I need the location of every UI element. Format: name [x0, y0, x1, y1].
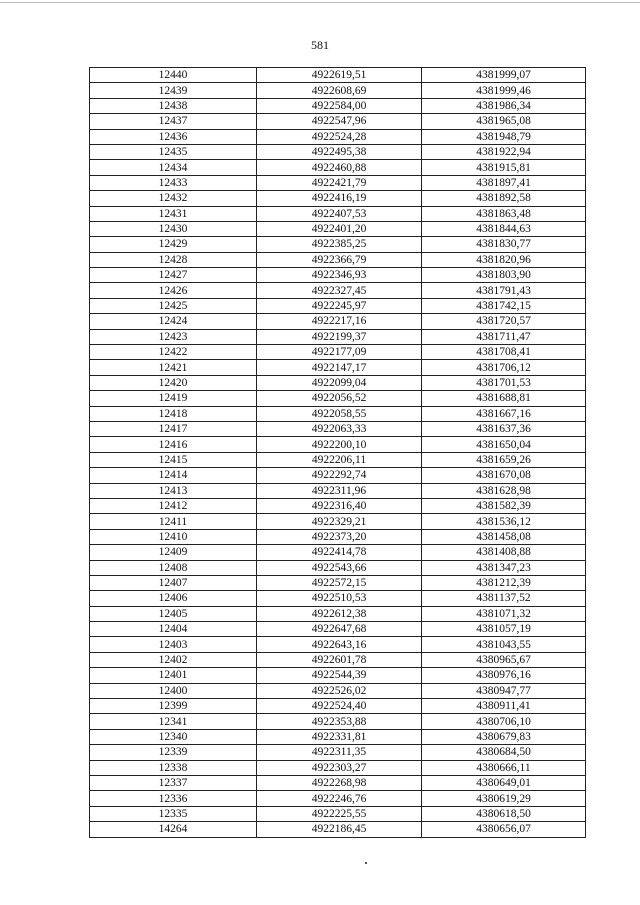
point-number-cell: 12412 [90, 498, 257, 513]
table-row [90, 206, 586, 221]
x-coordinate-cell: 4922524,40 [257, 699, 422, 714]
table-row [90, 237, 586, 252]
y-coordinate-cell: 4381536,12 [422, 514, 586, 529]
table-row [90, 268, 586, 283]
point-number-cell: 12404 [90, 622, 257, 637]
table-row [90, 483, 586, 498]
y-coordinate-cell: 4381701,53 [422, 375, 586, 390]
x-coordinate-cell: 4922416,19 [257, 191, 422, 206]
x-coordinate-cell: 4922373,20 [257, 529, 422, 544]
y-coordinate-cell: 4381582,39 [422, 498, 586, 513]
point-number-cell: 12426 [90, 283, 257, 298]
point-number-cell: 12400 [90, 683, 257, 698]
coordinates-table [89, 67, 586, 838]
y-coordinate-cell: 4381830,77 [422, 237, 586, 252]
x-coordinate-cell: 4922246,76 [257, 791, 422, 806]
point-number-cell: 12419 [90, 391, 257, 406]
table-row [90, 437, 586, 452]
point-number-cell: 12437 [90, 114, 257, 129]
table-row [90, 175, 586, 190]
table-row [90, 699, 586, 714]
x-coordinate-cell: 4922510,53 [257, 591, 422, 606]
y-coordinate-cell: 4381892,58 [422, 191, 586, 206]
table-row [90, 391, 586, 406]
table-row [90, 498, 586, 513]
y-coordinate-cell: 4380947,77 [422, 683, 586, 698]
point-number-cell: 12411 [90, 514, 257, 529]
point-number-cell: 12435 [90, 144, 257, 159]
y-coordinate-cell: 4381706,12 [422, 360, 586, 375]
y-coordinate-cell: 4381212,39 [422, 575, 586, 590]
table-row [90, 345, 586, 360]
y-coordinate-cell: 4381791,43 [422, 283, 586, 298]
point-number-cell: 12440 [90, 68, 257, 83]
point-number-cell: 12417 [90, 421, 257, 436]
y-coordinate-cell: 4380619,29 [422, 791, 586, 806]
y-coordinate-cell: 4381803,90 [422, 268, 586, 283]
point-number-cell: 12407 [90, 575, 257, 590]
y-coordinate-cell: 4380666,11 [422, 760, 586, 775]
y-coordinate-cell: 4381659,26 [422, 452, 586, 467]
x-coordinate-cell: 4922147,17 [257, 360, 422, 375]
point-number-cell: 12420 [90, 375, 257, 390]
point-number-cell: 12341 [90, 714, 257, 729]
point-number-cell: 12405 [90, 606, 257, 621]
table-row [90, 114, 586, 129]
x-coordinate-cell: 4922612,38 [257, 606, 422, 621]
x-coordinate-cell: 4922206,11 [257, 452, 422, 467]
point-number-cell: 12436 [90, 129, 257, 144]
point-number-cell: 12427 [90, 268, 257, 283]
table-row [90, 575, 586, 590]
x-coordinate-cell: 4922245,97 [257, 298, 422, 313]
table-row [90, 252, 586, 267]
y-coordinate-cell: 4381670,08 [422, 468, 586, 483]
y-coordinate-cell: 4380976,16 [422, 668, 586, 683]
coordinates-table-body [90, 68, 586, 838]
y-coordinate-cell: 4380684,50 [422, 745, 586, 760]
y-coordinate-cell: 4381688,81 [422, 391, 586, 406]
table-row [90, 221, 586, 236]
y-coordinate-cell: 4381137,52 [422, 591, 586, 606]
table-row [90, 775, 586, 790]
x-coordinate-cell: 4922311,96 [257, 483, 422, 498]
table-row [90, 606, 586, 621]
point-number-cell: 12423 [90, 329, 257, 344]
point-number-cell: 12338 [90, 760, 257, 775]
y-coordinate-cell: 4381986,34 [422, 98, 586, 113]
x-coordinate-cell: 4922547,96 [257, 114, 422, 129]
point-number-cell: 12408 [90, 560, 257, 575]
x-coordinate-cell: 4922063,33 [257, 421, 422, 436]
point-number-cell: 12438 [90, 98, 257, 113]
x-coordinate-cell: 4922346,93 [257, 268, 422, 283]
table-row [90, 191, 586, 206]
table-row [90, 514, 586, 529]
x-coordinate-cell: 4922099,04 [257, 375, 422, 390]
point-number-cell: 12406 [90, 591, 257, 606]
table-row [90, 822, 586, 837]
table-row [90, 545, 586, 560]
point-number-cell: 12399 [90, 699, 257, 714]
table-row [90, 83, 586, 98]
table-row [90, 652, 586, 667]
x-coordinate-cell: 4922526,02 [257, 683, 422, 698]
point-number-cell: 12429 [90, 237, 257, 252]
x-coordinate-cell: 4922329,21 [257, 514, 422, 529]
point-number-cell: 12335 [90, 806, 257, 821]
x-coordinate-cell: 4922572,15 [257, 575, 422, 590]
y-coordinate-cell: 4381844,63 [422, 221, 586, 236]
y-coordinate-cell: 4381863,48 [422, 206, 586, 221]
point-number-cell: 14264 [90, 822, 257, 837]
x-coordinate-cell: 4922421,79 [257, 175, 422, 190]
y-coordinate-cell: 4380965,67 [422, 652, 586, 667]
table-row [90, 298, 586, 313]
point-number-cell: 12337 [90, 775, 257, 790]
y-coordinate-cell: 4380911,41 [422, 699, 586, 714]
x-coordinate-cell: 4922407,53 [257, 206, 422, 221]
x-coordinate-cell: 4922199,37 [257, 329, 422, 344]
y-coordinate-cell: 4381915,81 [422, 160, 586, 175]
y-coordinate-cell: 4380706,10 [422, 714, 586, 729]
point-number-cell: 12418 [90, 406, 257, 421]
point-number-cell: 12410 [90, 529, 257, 544]
scan-mark [365, 862, 367, 864]
point-number-cell: 12413 [90, 483, 257, 498]
y-coordinate-cell: 4381650,04 [422, 437, 586, 452]
y-coordinate-cell: 4381897,41 [422, 175, 586, 190]
x-coordinate-cell: 4922186,45 [257, 822, 422, 837]
table-row [90, 452, 586, 467]
point-number-cell: 12415 [90, 452, 257, 467]
x-coordinate-cell: 4922544,39 [257, 668, 422, 683]
y-coordinate-cell: 4381720,57 [422, 314, 586, 329]
point-number-cell: 12434 [90, 160, 257, 175]
table-row [90, 637, 586, 652]
y-coordinate-cell: 4381948,79 [422, 129, 586, 144]
point-number-cell: 12433 [90, 175, 257, 190]
table-row [90, 314, 586, 329]
point-number-cell: 12402 [90, 652, 257, 667]
y-coordinate-cell: 4381742,15 [422, 298, 586, 313]
point-number-cell: 12340 [90, 729, 257, 744]
y-coordinate-cell: 4381637,36 [422, 421, 586, 436]
page-top-rule [0, 2, 640, 3]
table-row [90, 760, 586, 775]
point-number-cell: 12421 [90, 360, 257, 375]
point-number-cell: 12439 [90, 83, 257, 98]
x-coordinate-cell: 4922268,98 [257, 775, 422, 790]
x-coordinate-cell: 4922608,69 [257, 83, 422, 98]
point-number-cell: 12430 [90, 221, 257, 236]
x-coordinate-cell: 4922217,16 [257, 314, 422, 329]
x-coordinate-cell: 4922316,40 [257, 498, 422, 513]
point-number-cell: 12431 [90, 206, 257, 221]
x-coordinate-cell: 4922414,78 [257, 545, 422, 560]
y-coordinate-cell: 4381999,46 [422, 83, 586, 98]
y-coordinate-cell: 4381667,16 [422, 406, 586, 421]
y-coordinate-cell: 4380618,50 [422, 806, 586, 821]
table-row [90, 406, 586, 421]
table-row [90, 622, 586, 637]
x-coordinate-cell: 4922056,52 [257, 391, 422, 406]
table-row [90, 529, 586, 544]
y-coordinate-cell: 4381820,96 [422, 252, 586, 267]
point-number-cell: 12422 [90, 345, 257, 360]
x-coordinate-cell: 4922311,35 [257, 745, 422, 760]
x-coordinate-cell: 4922366,79 [257, 252, 422, 267]
y-coordinate-cell: 4381922,94 [422, 144, 586, 159]
point-number-cell: 12428 [90, 252, 257, 267]
x-coordinate-cell: 4922331,81 [257, 729, 422, 744]
x-coordinate-cell: 4922385,25 [257, 237, 422, 252]
y-coordinate-cell: 4381965,08 [422, 114, 586, 129]
point-number-cell: 12403 [90, 637, 257, 652]
table-row [90, 683, 586, 698]
y-coordinate-cell: 4380679,83 [422, 729, 586, 744]
table-row [90, 375, 586, 390]
table-row [90, 329, 586, 344]
point-number-cell: 12424 [90, 314, 257, 329]
table-row [90, 129, 586, 144]
x-coordinate-cell: 4922543,66 [257, 560, 422, 575]
y-coordinate-cell: 4381458,08 [422, 529, 586, 544]
y-coordinate-cell: 4381071,32 [422, 606, 586, 621]
x-coordinate-cell: 4922584,00 [257, 98, 422, 113]
x-coordinate-cell: 4922619,51 [257, 68, 422, 83]
point-number-cell: 12401 [90, 668, 257, 683]
x-coordinate-cell: 4922327,45 [257, 283, 422, 298]
x-coordinate-cell: 4922643,16 [257, 637, 422, 652]
table-row [90, 729, 586, 744]
page-number: 581 [311, 38, 329, 52]
table-row [90, 591, 586, 606]
y-coordinate-cell: 4381347,23 [422, 560, 586, 575]
y-coordinate-cell: 4381408,88 [422, 545, 586, 560]
table-row [90, 68, 586, 83]
x-coordinate-cell: 4922601,78 [257, 652, 422, 667]
y-coordinate-cell: 4381711,47 [422, 329, 586, 344]
x-coordinate-cell: 4922495,38 [257, 144, 422, 159]
x-coordinate-cell: 4922177,09 [257, 345, 422, 360]
y-coordinate-cell: 4381043,55 [422, 637, 586, 652]
table-row [90, 668, 586, 683]
table-row [90, 745, 586, 760]
x-coordinate-cell: 4922292,74 [257, 468, 422, 483]
point-number-cell: 12409 [90, 545, 257, 560]
x-coordinate-cell: 4922524,28 [257, 129, 422, 144]
table-row [90, 144, 586, 159]
x-coordinate-cell: 4922460,88 [257, 160, 422, 175]
table-row [90, 806, 586, 821]
y-coordinate-cell: 4380649,01 [422, 775, 586, 790]
table-row [90, 421, 586, 436]
table-row [90, 714, 586, 729]
table-row [90, 791, 586, 806]
point-number-cell: 12425 [90, 298, 257, 313]
y-coordinate-cell: 4381628,98 [422, 483, 586, 498]
x-coordinate-cell: 4922200,10 [257, 437, 422, 452]
x-coordinate-cell: 4922401,20 [257, 221, 422, 236]
table-row [90, 98, 586, 113]
x-coordinate-cell: 4922647,68 [257, 622, 422, 637]
x-coordinate-cell: 4922353,88 [257, 714, 422, 729]
y-coordinate-cell: 4381057,19 [422, 622, 586, 637]
table-row [90, 160, 586, 175]
point-number-cell: 12339 [90, 745, 257, 760]
point-number-cell: 12414 [90, 468, 257, 483]
table-row [90, 283, 586, 298]
y-coordinate-cell: 4381999,07 [422, 68, 586, 83]
x-coordinate-cell: 4922058,55 [257, 406, 422, 421]
point-number-cell: 12336 [90, 791, 257, 806]
point-number-cell: 12416 [90, 437, 257, 452]
table-row [90, 468, 586, 483]
table-row [90, 560, 586, 575]
x-coordinate-cell: 4922303,27 [257, 760, 422, 775]
table-row [90, 360, 586, 375]
point-number-cell: 12432 [90, 191, 257, 206]
y-coordinate-cell: 4381708,41 [422, 345, 586, 360]
y-coordinate-cell: 4380656,07 [422, 822, 586, 837]
x-coordinate-cell: 4922225,55 [257, 806, 422, 821]
